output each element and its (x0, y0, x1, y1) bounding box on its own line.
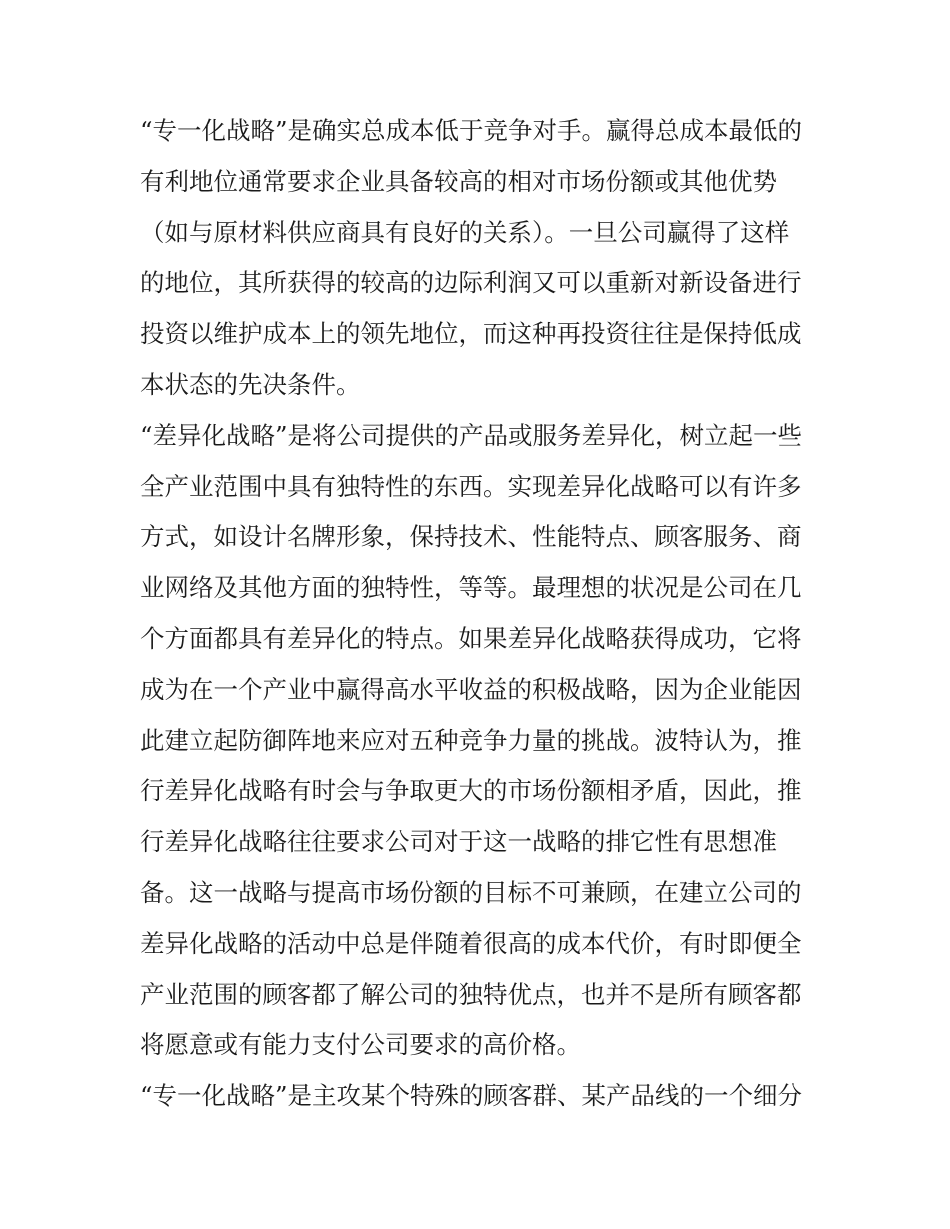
text-line: 的地位，其所获得的较高的边际利润又可以重新对新设备进行 (140, 268, 802, 298)
text-line: 行差异化战略有时会与争取更大的市场份额相矛盾，因此，推 (140, 776, 802, 806)
text-line: 全产业范围中具有独特性的东西。实现差异化战略可以有许多 (140, 471, 802, 501)
text-line: 方式，如设计名牌形象，保持技术、性能特点、顾客服务、商 (140, 522, 802, 552)
text-line: 产业范围的顾客都了解公司的独特优点，也并不是所有顾客都 (140, 979, 802, 1009)
text-line: （如与原材料供应商具有良好的关系）。一旦公司赢得了这样 (140, 217, 790, 247)
text-line: 行差异化战略往往要求公司对于这一战略的排它性有思想准 (140, 827, 777, 857)
text-line: 此建立起防御阵地来应对五种竞争力量的挑战。波特认为，推 (140, 725, 802, 755)
text-line: 备。这一战略与提高市场份额的目标不可兼顾，在建立公司的 (140, 877, 802, 907)
text-line: “差异化战略”是将公司提供的产品或服务差异化，树立起一些 (140, 420, 803, 450)
text-line: 业网络及其他方面的独特性，等等。最理想的状况是公司在几 (140, 573, 802, 603)
text-line: 本状态的先决条件。 (140, 369, 361, 399)
text-line: 差异化战略的活动中总是伴随着很高的成本代价，有时即便全 (140, 928, 802, 958)
text-line: 成为在一个产业中赢得高水平收益的积极战略，因为企业能因 (140, 674, 802, 704)
text-line: 将愿意或有能力支付公司要求的高价格。 (140, 1030, 581, 1060)
body-text (140, 106, 820, 1122)
text-line: 个方面都具有差异化的特点。如果差异化战略获得成功，它将 (140, 623, 802, 653)
text-line: 投资以维护成本上的领先地位，而这种再投资往往是保持低成 (140, 319, 802, 349)
text-line: “专一化战略”是确实总成本低于竞争对手。赢得总成本最低的 (140, 116, 803, 145)
text-line: “专一化战略”是主攻某个特殊的顾客群、某产品线的一个细分 (140, 1081, 803, 1111)
text-line: 有利地位通常要求企业具备较高的相对市场份额或其他优势 (140, 166, 777, 196)
